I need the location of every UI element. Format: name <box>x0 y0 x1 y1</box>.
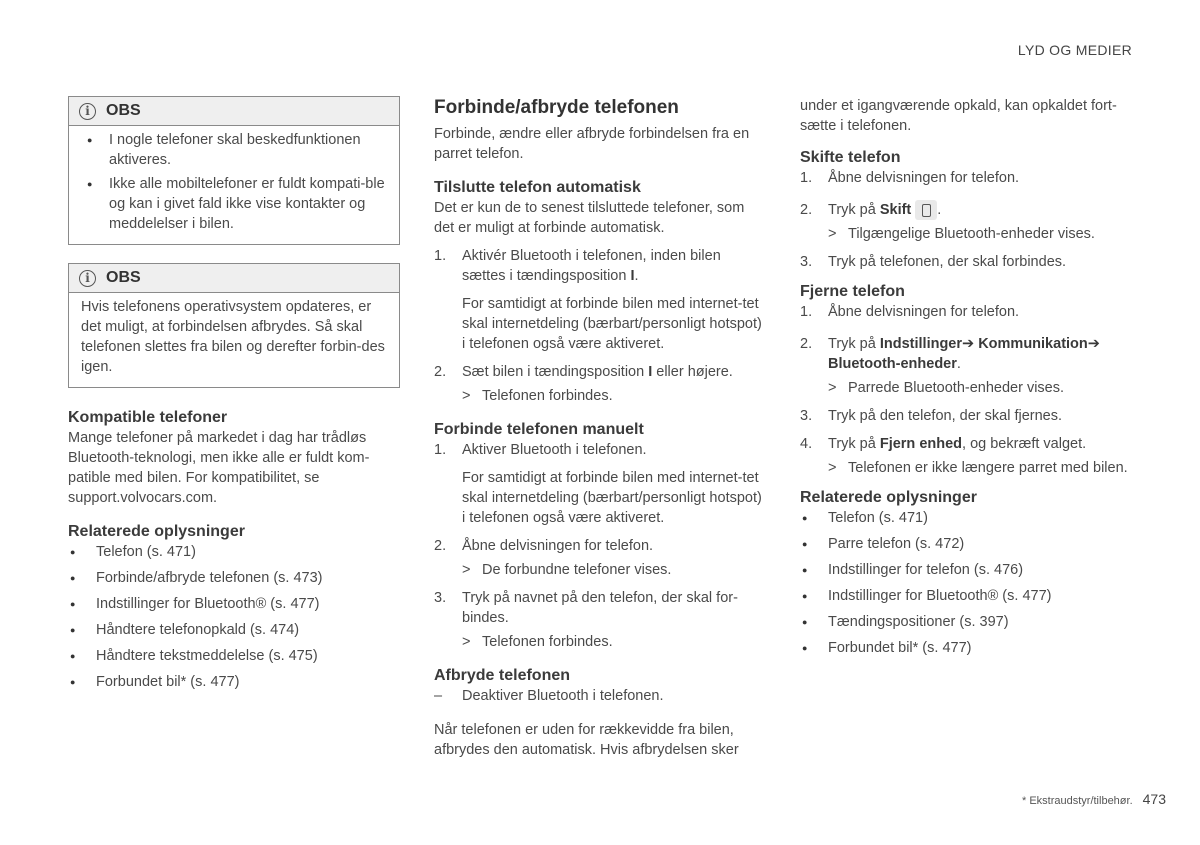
related-link[interactable]: ● Tændingspositioner (s. 397) <box>800 612 1134 632</box>
menu-path-item: Indstillinger <box>879 336 963 353</box>
step-text: Sæt bilen i tændingsposition <box>462 364 649 380</box>
step <box>434 440 766 528</box>
heading-disconnect: Afbryde telefonen <box>434 667 571 684</box>
switch-steps <box>800 168 1134 272</box>
dash-marker: – <box>434 688 443 704</box>
menu-path-item: Kommunikation <box>978 336 1088 353</box>
footnote: * Ekstraudstyr/tilbehør. <box>1021 795 1133 807</box>
step <box>800 406 1134 426</box>
heading-manual-connect: Forbinde telefonen manuelt <box>434 421 644 438</box>
info-circle-icon: i <box>79 103 96 120</box>
result-text: Telefonen forbindes. <box>482 634 613 650</box>
column-left <box>68 96 400 698</box>
compatible-text: Mange telefoner på markedet i dag har trådløs Bluetooth-teknologi, men ikke alle er fuldt kom-patible med bilen. For kompatibilitet, se support.volvocars.com. <box>68 430 370 506</box>
step-number: 3. <box>800 254 813 271</box>
result-marker: > <box>462 562 471 578</box>
step <box>800 168 1134 188</box>
step-number: 1. <box>800 304 813 321</box>
step <box>434 246 766 354</box>
step-result <box>828 224 1134 244</box>
step-bold: I <box>648 364 653 380</box>
step-text: . <box>956 356 961 373</box>
heading-related-info: Relaterede oplysninger <box>800 489 977 507</box>
obs-body <box>69 293 399 387</box>
page-title: Forbinde/afbryde telefonen <box>434 97 679 118</box>
step <box>800 252 1134 272</box>
obs-title: OBS <box>106 269 141 286</box>
obs-note-1 <box>68 96 400 245</box>
step-text: Tryk på <box>828 336 880 353</box>
step-result <box>828 378 1134 398</box>
related-link[interactable]: ● Håndtere tekstmeddelelse (s. 475) <box>68 646 400 666</box>
heading-remove-phone: Fjerne telefon <box>800 283 905 301</box>
step-bold: Fjern enhed <box>879 436 963 453</box>
heading-auto-connect: Tilslutte telefon automatisk <box>434 179 641 196</box>
step-result <box>462 560 766 580</box>
step-text: Tryk på navnet på den telefon, der skal for-bindes. <box>462 590 738 626</box>
remove-steps <box>800 302 1134 478</box>
related-link[interactable]: ● Forbinde/afbryde telefonen (s. 473) <box>68 568 400 588</box>
step-number: 2. <box>434 364 447 380</box>
related-list <box>800 508 1134 658</box>
dash-text: Deaktiver Bluetooth i telefonen. <box>462 688 664 704</box>
result-text: Tilgængelige Bluetooth-enheder vises. <box>848 226 1095 243</box>
step-text: . <box>634 268 639 284</box>
step <box>434 362 766 406</box>
phone-switch-icon <box>915 200 937 220</box>
continued-text: under et igangværende opkald, kan opkaldet fort-sætte i telefonen. <box>800 98 1117 134</box>
related-link[interactable]: ● Håndtere telefonopkald (s. 474) <box>68 620 400 640</box>
step-text: Tryk på <box>828 436 880 453</box>
related-link[interactable]: ● Telefon (s. 471) <box>800 508 1134 528</box>
step-number: 4. <box>800 436 813 453</box>
obs-item: ● Ikke alle mobiltelefoner er fuldt kompati-ble og kan i givet fald ikke vise kontakter og meddelelser i bilen. <box>81 174 387 234</box>
step-number: 3. <box>800 408 813 425</box>
step <box>800 302 1134 322</box>
info-circle-icon: i <box>79 270 96 287</box>
obs-note-2 <box>68 263 400 388</box>
step-note: For samtidigt at forbinde bilen med internet-tet skal internetdeling (bærbart/personligt hotspot) i telefonen også være aktiveret. <box>462 470 762 526</box>
arrow-right-icon: ➔ <box>1087 336 1100 353</box>
result-text: Parrede Bluetooth-enheder vises. <box>848 380 1065 397</box>
auto-steps <box>434 246 766 406</box>
related-link[interactable]: ● Parre telefon (s. 472) <box>800 534 1134 554</box>
column-right <box>800 96 1134 664</box>
step-result <box>828 458 1134 478</box>
step-text: eller højere. <box>652 364 733 380</box>
result-text: De forbundne telefoner vises. <box>482 562 672 578</box>
heading-compatible-phones: Kompatible telefoner <box>68 409 228 426</box>
result-marker: > <box>828 226 837 243</box>
obs-item: ● I nogle telefoner skal beskedfunktionen aktiveres. <box>81 130 387 170</box>
arrow-right-icon: ➔ <box>962 336 975 353</box>
intro-text: Forbinde, ændre eller afbryde forbindelsen fra en parret telefon. <box>434 126 750 162</box>
step-number: 2. <box>800 336 813 353</box>
result-marker: > <box>828 460 837 477</box>
obs-title: OBS <box>106 102 141 119</box>
step-result <box>462 632 766 652</box>
obs-header <box>69 264 399 293</box>
dash-item <box>434 686 766 706</box>
step-text: , og bekræft valget. <box>962 436 1087 453</box>
related-link[interactable]: ● Forbundet bil* (s. 477) <box>800 638 1134 658</box>
result-text: Telefonen er ikke længere parret med bilen. <box>848 460 1128 477</box>
step-text: Åbne delvisningen for telefon. <box>828 170 1020 186</box>
disconnect-text: Når telefonen er uden for rækkevidde fra bilen, afbrydes den automatisk. Hvis afbrydelsen sker <box>434 722 739 758</box>
heading-related-info: Relaterede oplysninger <box>68 523 245 540</box>
menu-path-item: Bluetooth-enheder <box>828 356 957 373</box>
related-link[interactable]: ● Indstillinger for Bluetooth® (s. 477) <box>68 594 400 614</box>
step-text: Åbne delvisningen for telefon. <box>462 538 654 554</box>
step <box>434 588 766 652</box>
related-link[interactable]: ● Telefon (s. 471) <box>68 542 400 562</box>
step <box>800 200 1134 244</box>
result-marker: > <box>462 388 471 404</box>
auto-text: Det er kun de to senest tilsluttede telefoner, som det er muligt at forbinde automatisk. <box>434 200 745 236</box>
step-number: 1. <box>800 170 813 186</box>
heading-switch-phone: Skifte telefon <box>800 149 901 166</box>
step-text: Tryk på den telefon, der skal fjernes. <box>828 408 1062 425</box>
result-text: Telefonen forbindes. <box>482 388 613 404</box>
step-text: Aktivér Bluetooth i telefonen, inden bilen sættes i tændingsposition <box>462 248 721 284</box>
page-number: 473 <box>1142 791 1166 807</box>
page-footer <box>1022 789 1166 811</box>
section-header: LYD OG MEDIER <box>1017 42 1132 58</box>
step <box>434 536 766 580</box>
step-text: Aktiver Bluetooth i telefonen. <box>462 442 647 458</box>
skift-label: Skift <box>879 202 912 218</box>
step <box>800 334 1134 398</box>
related-link[interactable]: ● Indstillinger for telefon (s. 476) <box>800 560 1134 580</box>
step-number: 1. <box>434 442 447 458</box>
result-marker: > <box>462 634 471 650</box>
step-note: For samtidigt at forbinde bilen med internet-tet skal internetdeling (bærbart/personligt hotspot) i telefonen også være aktiveret. <box>462 296 762 352</box>
obs-text: Hvis telefonens operativsystem opdateres, er det muligt, at forbindelsen afbrydes. Så skal telefonen slettes fra bilen og derefter forbin-des igen. <box>81 299 385 375</box>
related-link[interactable]: ● Forbundet bil* (s. 477) <box>68 672 400 692</box>
step-number: 3. <box>434 590 447 606</box>
step-text: Tryk på <box>828 202 880 218</box>
step-bold: I <box>630 268 635 284</box>
result-marker: > <box>828 380 837 397</box>
step-result <box>462 386 766 406</box>
step-text: . <box>937 202 942 218</box>
step <box>800 434 1134 478</box>
step-text: Åbne delvisningen for telefon. <box>828 304 1020 321</box>
obs-body <box>69 126 399 244</box>
related-link[interactable]: ● Indstillinger for Bluetooth® (s. 477) <box>800 586 1134 606</box>
step-text: Tryk på telefonen, der skal forbindes. <box>828 254 1067 271</box>
step-number: 2. <box>800 202 813 218</box>
column-middle <box>434 96 766 760</box>
step-number: 2. <box>434 538 447 554</box>
related-list <box>68 542 400 692</box>
step-number: 1. <box>434 248 447 264</box>
obs-header <box>69 97 399 126</box>
manual-steps <box>434 440 766 652</box>
